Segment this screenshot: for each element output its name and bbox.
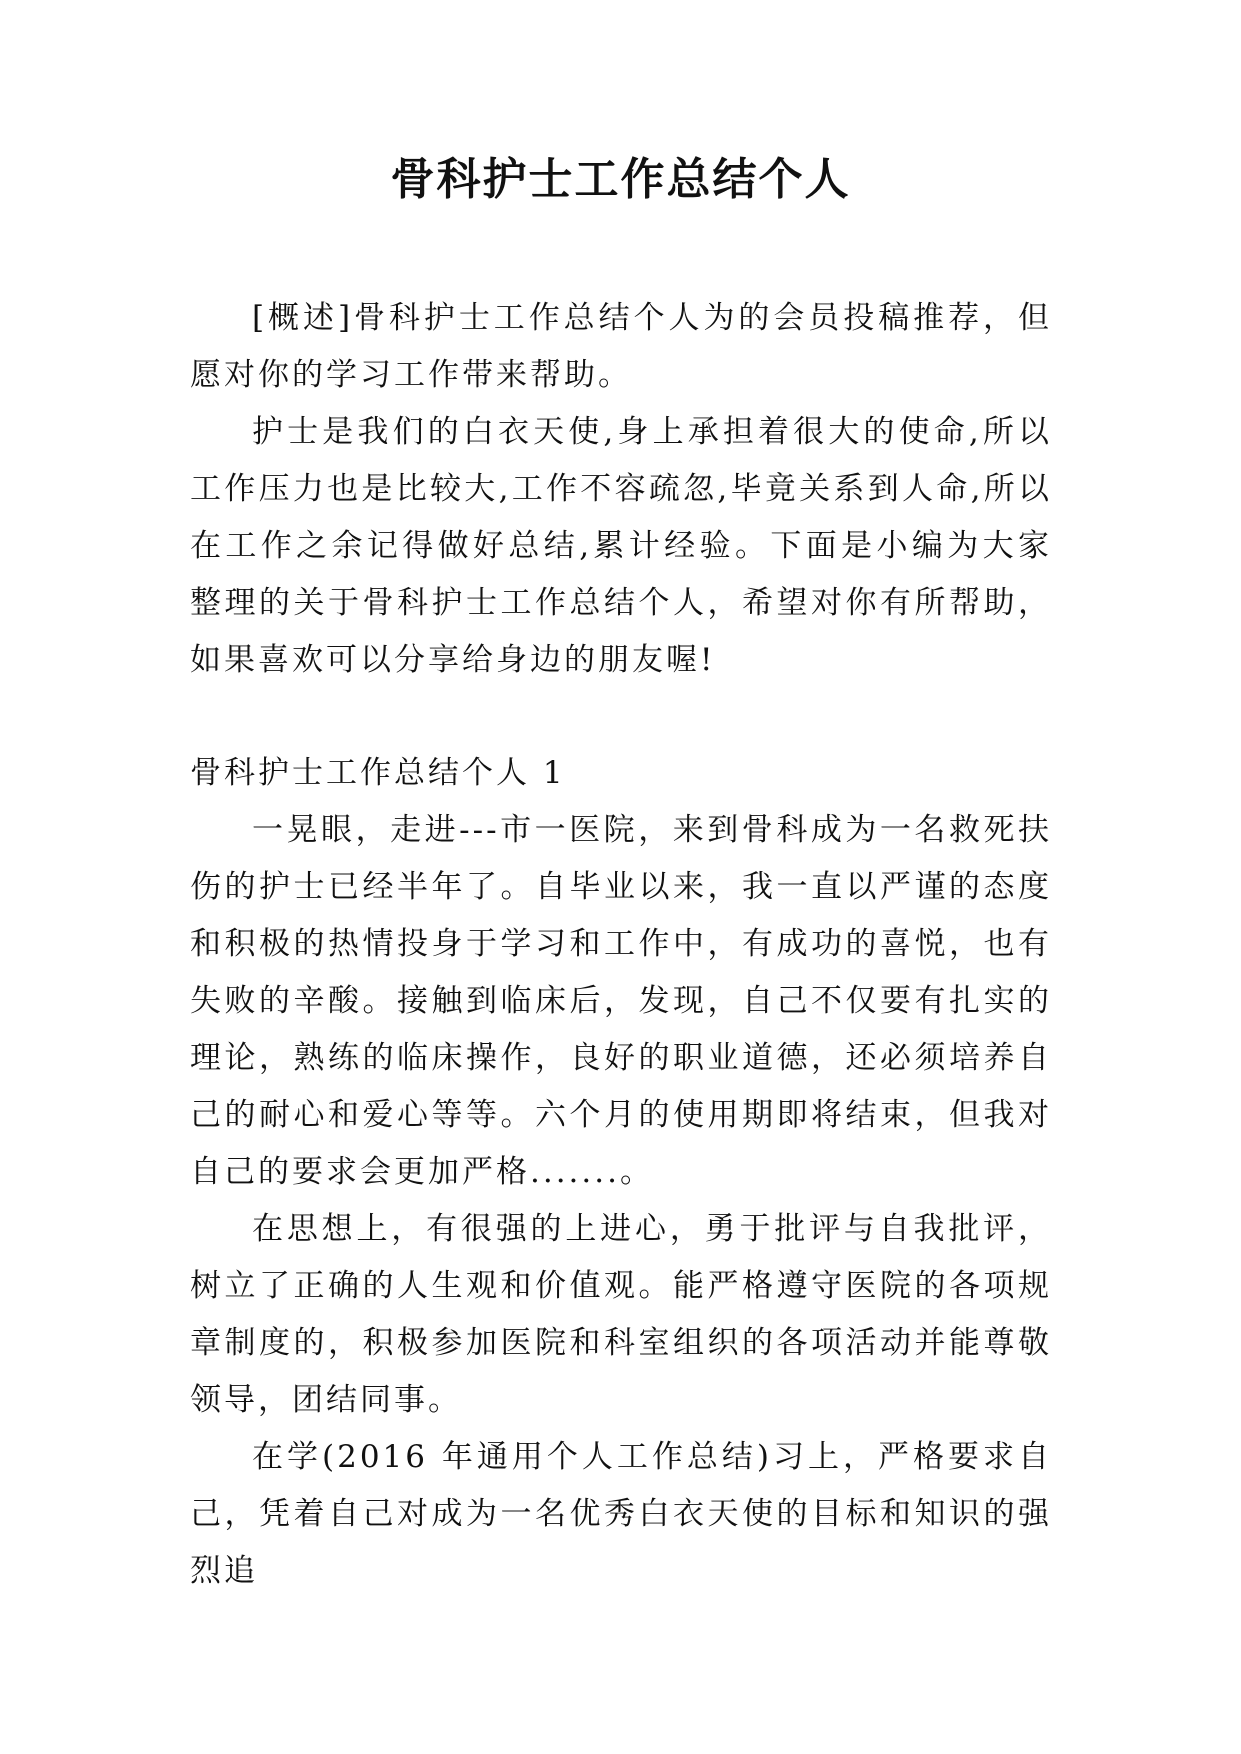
document-title: 骨科护士工作总结个人 (390, 154, 851, 205)
section-heading: 骨科护士工作总结个人 1 (190, 755, 566, 791)
paragraph-summary: [概述]骨科护士工作总结个人为的会员投稿推荐，但愿对你的学习工作带来帮助。 (190, 300, 1052, 393)
paragraph-intro: 护士是我们的白衣天使,身上承担着很大的使命,所以工作压力也是比较大,工作不容疏忽,毕竟关系到人命,所以在工作之余记得做好总结,累计经验。下面是小编为大家整理的关于骨科护士工作总结个人，希望对你有所帮助，如果喜欢可以分享给身边的朋友喔! (190, 414, 1052, 678)
section-paragraph: 在思想上，有很强的上进心，勇于批评与自我批评，树立了正确的人生观和价值观。能严格遵守医院的各项规章制度的，积极参加医院和科室组织的各项活动并能尊敬领导，团结同事。 (190, 1211, 1052, 1418)
section-paragraph: 在学(2016 年通用个人工作总结)习上，严格要求自己，凭着自己对成为一名优秀白衣天使的目标和知识的强烈追 (190, 1439, 1052, 1589)
document-body (190, 290, 1052, 1600)
section-paragraph: 一晃眼，走进---市一医院，来到骨科成为一名救死扶伤的护士已经半年了。自毕业以来，我一直以严谨的态度和积极的热情投身于学习和工作中，有成功的喜悦，也有失败的辛酸。接触到临床后，发现，自己不仅要有扎实的理论，熟练的临床操作，良好的职业道德，还必须培养自己的耐心和爱心等等。六个月的使用期即将结束，但我对自己的要求会更加严格.......。 (190, 812, 1052, 1190)
